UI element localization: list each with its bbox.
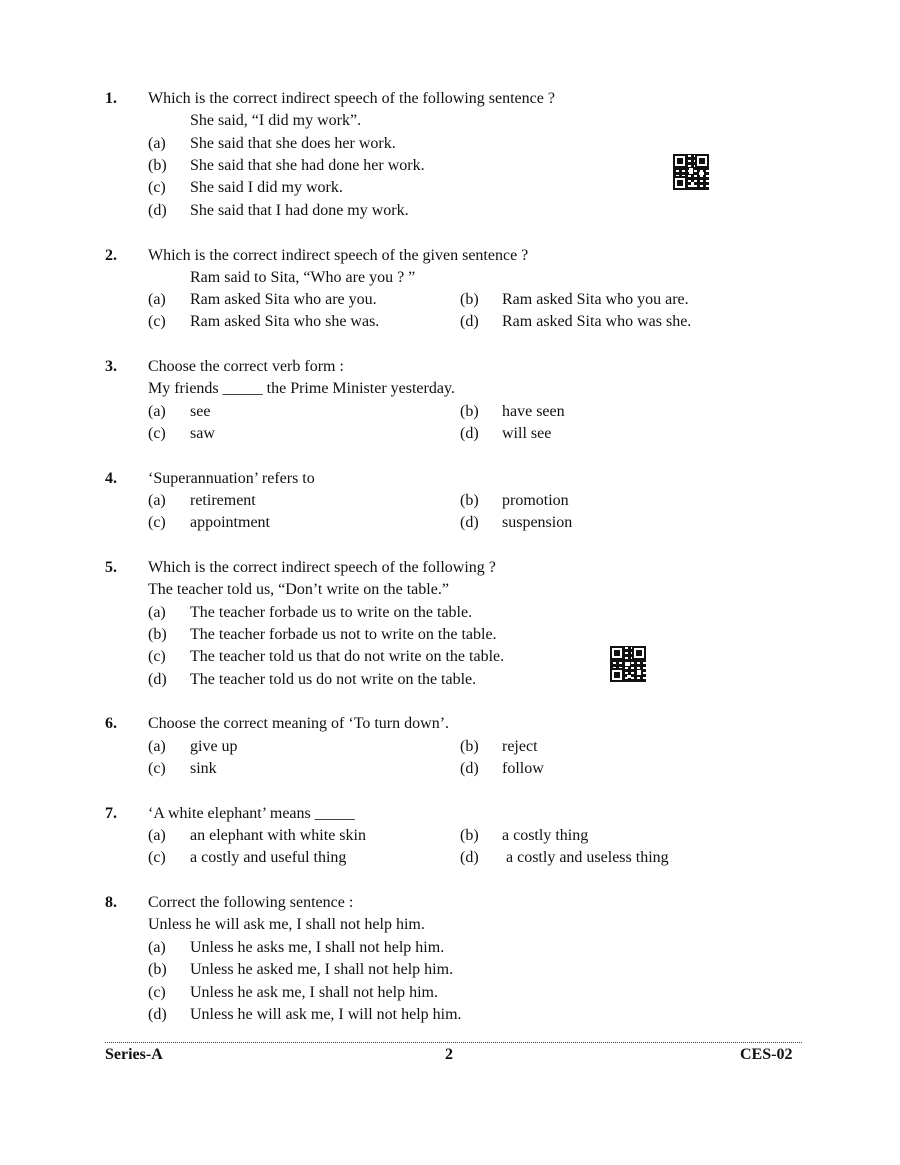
footer-code: CES-02 <box>740 1046 793 1063</box>
option-text: The teacher told us do not write on the table. <box>190 671 477 688</box>
option-label: (d) <box>460 849 479 866</box>
option-text: sink <box>190 760 217 777</box>
footer-series: Series-A <box>105 1046 163 1063</box>
question-number: 5. <box>105 559 117 576</box>
qr-code-icon <box>610 646 646 682</box>
footer-divider <box>105 1042 802 1043</box>
option-label: (a) <box>148 738 166 755</box>
qr-code-icon <box>673 154 709 190</box>
option-text: a costly thing <box>502 827 589 844</box>
option-text: Ram asked Sita who was she. <box>502 313 692 330</box>
option-label: (b) <box>460 291 479 308</box>
option-label: (d) <box>460 760 479 777</box>
question-number: 1. <box>105 90 117 107</box>
option-label: (c) <box>148 760 166 777</box>
option-label: (d) <box>460 313 479 330</box>
question-subtext: Unless he will ask me, I shall not help him. <box>148 916 425 933</box>
option-label: (c) <box>148 514 166 531</box>
option-label: (c) <box>148 425 166 442</box>
option-text: Unless he asks me, I shall not help him. <box>190 939 445 956</box>
option-text: Unless he will ask me, I will not help him. <box>190 1006 462 1023</box>
option-text: She said that I had done my work. <box>190 202 409 219</box>
option-text: retirement <box>190 492 256 509</box>
option-label: (b) <box>460 827 479 844</box>
option-label: (d) <box>148 671 167 688</box>
option-text: appointment <box>190 514 270 531</box>
option-label: (c) <box>148 849 166 866</box>
question-subtext: Ram said to Sita, “Who are you ? ” <box>190 269 416 286</box>
option-text: She said that she does her work. <box>190 135 396 152</box>
question-number: 2. <box>105 247 117 264</box>
option-label: (b) <box>460 403 479 420</box>
question-subtext: The teacher told us, “Don’t write on the table.” <box>148 581 449 598</box>
option-label: (d) <box>460 425 479 442</box>
option-text: Ram asked Sita who you are. <box>502 291 689 308</box>
question-number: 7. <box>105 805 117 822</box>
option-text: suspension <box>502 514 573 531</box>
option-label: (c) <box>148 984 166 1001</box>
option-text: Ram asked Sita who she was. <box>190 313 380 330</box>
option-label: (b) <box>148 626 167 643</box>
option-label: (b) <box>460 492 479 509</box>
option-label: (d) <box>148 202 167 219</box>
question-text: Choose the correct meaning of ‘To turn down’. <box>148 715 450 732</box>
option-label: (d) <box>148 1006 167 1023</box>
option-text: reject <box>502 738 538 755</box>
option-text: saw <box>190 425 215 442</box>
option-text: The teacher forbade us to write on the table. <box>190 604 473 621</box>
option-text: She said I did my work. <box>190 179 343 196</box>
option-text: give up <box>190 738 238 755</box>
option-label: (a) <box>148 492 166 509</box>
option-label: (a) <box>148 939 166 956</box>
option-text: have seen <box>502 403 565 420</box>
option-text: see <box>190 403 211 420</box>
question-text: Which is the correct indirect speech of the following sentence ? <box>148 90 555 107</box>
question-number: 6. <box>105 715 117 732</box>
option-label: (c) <box>148 313 166 330</box>
page-number: 2 <box>445 1046 453 1063</box>
option-text: will see <box>502 425 552 442</box>
option-label: (b) <box>460 738 479 755</box>
option-label: (d) <box>460 514 479 531</box>
option-text: promotion <box>502 492 569 509</box>
option-text: an elephant with white skin <box>190 827 366 844</box>
question-text: ‘A white elephant’ means _____ <box>148 805 355 822</box>
option-text: a costly and useful thing <box>190 849 347 866</box>
option-label: (a) <box>148 403 166 420</box>
option-label: (a) <box>148 135 166 152</box>
question-text: ‘Superannuation’ refers to <box>148 470 315 487</box>
question-text: Choose the correct verb form : <box>148 358 344 375</box>
question-text: Which is the correct indirect speech of the given sentence ? <box>148 247 529 264</box>
option-label: (a) <box>148 291 166 308</box>
option-label: (b) <box>148 157 167 174</box>
question-text: Which is the correct indirect speech of the following ? <box>148 559 496 576</box>
option-text: The teacher forbade us not to write on the table. <box>190 626 497 643</box>
option-label: (a) <box>148 604 166 621</box>
question-number: 3. <box>105 358 117 375</box>
option-text: Unless he ask me, I shall not help him. <box>190 984 438 1001</box>
option-label: (c) <box>148 648 166 665</box>
option-text: follow <box>502 760 544 777</box>
option-label: (c) <box>148 179 166 196</box>
option-label: (a) <box>148 827 166 844</box>
option-text: a costly and useless thing <box>502 849 669 866</box>
question-text: Correct the following sentence : <box>148 894 354 911</box>
option-label: (b) <box>148 961 167 978</box>
option-text: The teacher told us that do not write on the table. <box>190 648 505 665</box>
option-text: Unless he asked me, I shall not help him. <box>190 961 454 978</box>
option-text: Ram asked Sita who are you. <box>190 291 377 308</box>
question-number: 8. <box>105 894 117 911</box>
option-text: She said that she had done her work. <box>190 157 425 174</box>
question-subtext: My friends _____ the Prime Minister yesterday. <box>148 380 455 397</box>
question-subtext: She said, “I did my work”. <box>190 112 362 129</box>
question-number: 4. <box>105 470 117 487</box>
